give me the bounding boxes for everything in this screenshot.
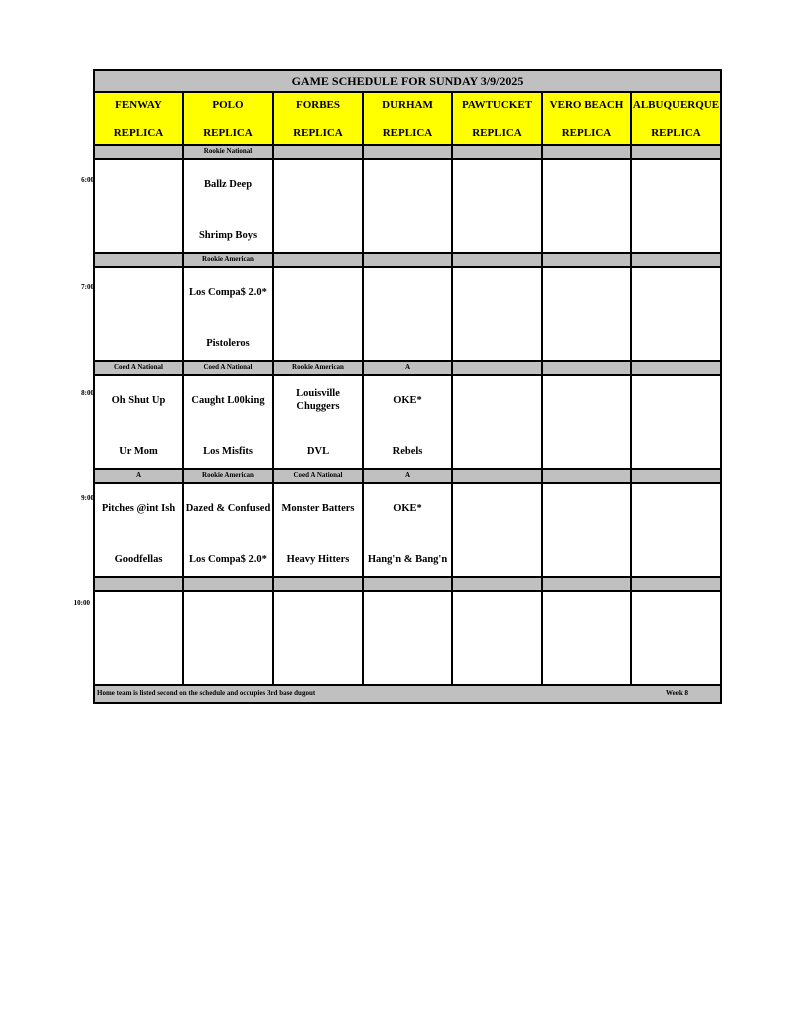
game-cell	[274, 592, 364, 684]
away-team	[95, 170, 182, 198]
game-row	[95, 376, 720, 470]
division-label	[453, 578, 543, 590]
division-label	[632, 470, 720, 482]
division-label	[453, 146, 543, 158]
game-cell	[274, 160, 364, 252]
home-team	[364, 228, 451, 242]
time-label: 9:00	[81, 494, 94, 502]
division-label	[632, 578, 720, 590]
away-team: Louisville Chuggers	[296, 388, 340, 412]
division-label	[632, 146, 720, 158]
field-name: FENWAY	[115, 99, 162, 111]
division-label	[453, 362, 543, 374]
time-label: 10:00	[73, 599, 90, 607]
away-team	[453, 278, 541, 306]
schedule-table	[93, 69, 722, 704]
away-team	[453, 170, 541, 198]
game-cell	[95, 484, 184, 576]
division-label	[543, 362, 632, 374]
home-team: Rebels	[392, 445, 423, 457]
game-cell	[543, 484, 632, 576]
game-cell	[274, 376, 364, 468]
division-label	[543, 470, 632, 482]
division-label: A	[364, 362, 453, 374]
field-header	[543, 93, 632, 144]
game-cell	[453, 160, 543, 252]
home-team	[274, 660, 362, 674]
division-label	[364, 578, 453, 590]
field-type: REPLICA	[472, 127, 522, 139]
away-team: Caught L00king	[191, 394, 265, 406]
away-team	[543, 494, 630, 522]
game-cell	[543, 268, 632, 360]
game-cell	[453, 376, 543, 468]
game-cell	[364, 160, 453, 252]
division-label	[364, 254, 453, 266]
home-team: Los Misfits	[203, 445, 253, 457]
time-label: 6:00	[81, 176, 94, 184]
away-team	[274, 278, 362, 306]
home-team	[274, 336, 362, 350]
away-team	[543, 386, 630, 414]
away-team	[364, 170, 451, 198]
field-type: REPLICA	[203, 127, 253, 139]
field-name: ALBUQUERQUE	[632, 99, 720, 111]
game-cell	[274, 268, 364, 360]
division-label	[453, 470, 543, 482]
home-team	[453, 228, 541, 242]
field-name: VERO BEACH	[549, 99, 624, 111]
away-team: Los Compa$ 2.0*	[189, 286, 267, 298]
away-team: Ballz Deep	[203, 178, 253, 190]
division-label: Rookie American	[184, 254, 274, 266]
away-team: Monster Batters	[281, 502, 355, 514]
field-header	[274, 93, 364, 144]
home-team	[453, 336, 541, 350]
field-header	[184, 93, 274, 144]
division-row	[95, 362, 720, 376]
division-label	[543, 578, 632, 590]
field-header	[364, 93, 453, 144]
away-team: Oh Shut Up	[111, 394, 166, 406]
away-team	[364, 602, 451, 630]
away-team	[274, 170, 362, 198]
away-team	[632, 602, 720, 630]
game-cell	[95, 376, 184, 468]
game-cell	[184, 592, 274, 684]
away-team	[453, 602, 541, 630]
division-label: Rookie National	[184, 146, 274, 158]
away-team: OKE*	[393, 394, 422, 406]
field-type: REPLICA	[561, 127, 612, 139]
game-cell	[453, 268, 543, 360]
away-team	[543, 278, 630, 306]
home-team	[543, 228, 630, 242]
field-type: REPLICA	[651, 127, 701, 139]
schedule-footer	[95, 686, 720, 702]
division-label: Coed A National	[184, 362, 274, 374]
home-team: Ur Mom	[119, 445, 158, 457]
game-cell	[274, 484, 364, 576]
division-label	[543, 146, 632, 158]
schedule-title: GAME SCHEDULE FOR SUNDAY 3/9/2025	[95, 71, 720, 93]
game-cell	[632, 268, 720, 360]
game-cell	[364, 268, 453, 360]
game-cell	[543, 160, 632, 252]
division-row	[95, 470, 720, 484]
away-team	[453, 386, 541, 414]
home-team	[95, 228, 182, 242]
division-label	[274, 578, 364, 590]
division-label	[95, 146, 184, 158]
game-row	[95, 592, 720, 686]
division-label: A	[364, 470, 453, 482]
home-team: DVL	[306, 445, 330, 457]
home-team	[95, 660, 182, 674]
game-cell	[453, 592, 543, 684]
field-header-row	[95, 93, 720, 146]
field-type: REPLICA	[113, 127, 164, 139]
game-cell	[632, 160, 720, 252]
home-team	[632, 552, 720, 566]
game-cell	[453, 484, 543, 576]
division-label	[632, 254, 720, 266]
division-label: Rookie American	[274, 362, 364, 374]
division-label	[632, 362, 720, 374]
home-team	[632, 660, 720, 674]
away-team	[453, 494, 541, 522]
game-cell	[632, 592, 720, 684]
game-cell	[95, 592, 184, 684]
away-team	[95, 602, 182, 630]
game-cell	[632, 376, 720, 468]
home-team	[453, 660, 541, 674]
time-label: 8:00	[81, 389, 94, 397]
division-label: A	[95, 470, 184, 482]
game-row	[95, 484, 720, 578]
game-cell	[632, 484, 720, 576]
division-label	[95, 578, 184, 590]
field-header	[632, 93, 720, 144]
division-label: Rookie American	[184, 470, 274, 482]
field-header	[453, 93, 543, 144]
game-row	[95, 160, 720, 254]
division-label: Coed A National	[274, 470, 364, 482]
home-team: Goodfellas	[114, 553, 163, 565]
game-cell	[364, 592, 453, 684]
away-team	[184, 602, 272, 630]
home-team	[632, 228, 720, 242]
home-team	[364, 336, 451, 350]
away-team	[274, 602, 362, 630]
field-name: FORBES	[295, 99, 340, 111]
home-team	[184, 660, 272, 674]
home-team	[274, 228, 362, 242]
division-label	[184, 578, 274, 590]
home-team	[453, 444, 541, 458]
game-cell	[543, 592, 632, 684]
home-team: Los Compa$ 2.0*	[189, 553, 267, 565]
home-team	[632, 444, 720, 458]
division-row	[95, 578, 720, 592]
away-team	[364, 278, 451, 306]
game-cell	[184, 484, 274, 576]
home-team: Hang'n & Bang'n	[367, 553, 448, 565]
field-header	[95, 93, 184, 144]
field-name: PAWTUCKET	[461, 99, 533, 111]
division-label	[364, 146, 453, 158]
division-label	[274, 146, 364, 158]
away-team	[632, 494, 720, 522]
division-label	[274, 254, 364, 266]
division-label	[543, 254, 632, 266]
home-team: Heavy Hitters	[286, 553, 350, 565]
away-team	[543, 170, 630, 198]
away-team: Pitches @int Ish	[101, 502, 176, 514]
game-cell	[184, 268, 274, 360]
field-type: REPLICA	[293, 127, 343, 139]
division-label: Coed A National	[95, 362, 184, 374]
division-row	[95, 254, 720, 268]
home-team	[543, 336, 630, 350]
away-team	[95, 278, 182, 306]
game-cell	[95, 160, 184, 252]
home-team	[543, 552, 630, 566]
home-team: Shrimp Boys	[198, 229, 258, 241]
division-label	[95, 254, 184, 266]
game-row	[95, 268, 720, 362]
home-team-note: Home team is listed second on the schedule and occupies 3rd base dugout	[97, 689, 316, 697]
week-label: Week 8	[666, 689, 688, 697]
division-label	[453, 254, 543, 266]
away-team	[543, 602, 630, 630]
away-team	[632, 278, 720, 306]
away-team: Dazed & Confused	[185, 502, 271, 514]
home-team	[543, 660, 630, 674]
field-name: POLO	[212, 99, 244, 111]
game-cell	[364, 484, 453, 576]
field-name: DURHAM	[382, 99, 433, 111]
away-team	[632, 170, 720, 198]
schedule-body	[95, 146, 720, 686]
game-cell	[364, 376, 453, 468]
away-team: OKE*	[393, 502, 422, 514]
division-row	[95, 146, 720, 160]
game-cell	[95, 268, 184, 360]
home-team	[632, 336, 720, 350]
game-cell	[184, 160, 274, 252]
home-team	[543, 444, 630, 458]
home-team	[453, 552, 541, 566]
home-team	[364, 660, 451, 674]
game-cell	[543, 376, 632, 468]
away-team	[632, 386, 720, 414]
home-team: Pistoleros	[206, 337, 250, 349]
field-type: REPLICA	[382, 127, 433, 139]
home-team	[95, 336, 182, 350]
game-cell	[184, 376, 274, 468]
time-label: 7:00	[81, 283, 94, 291]
